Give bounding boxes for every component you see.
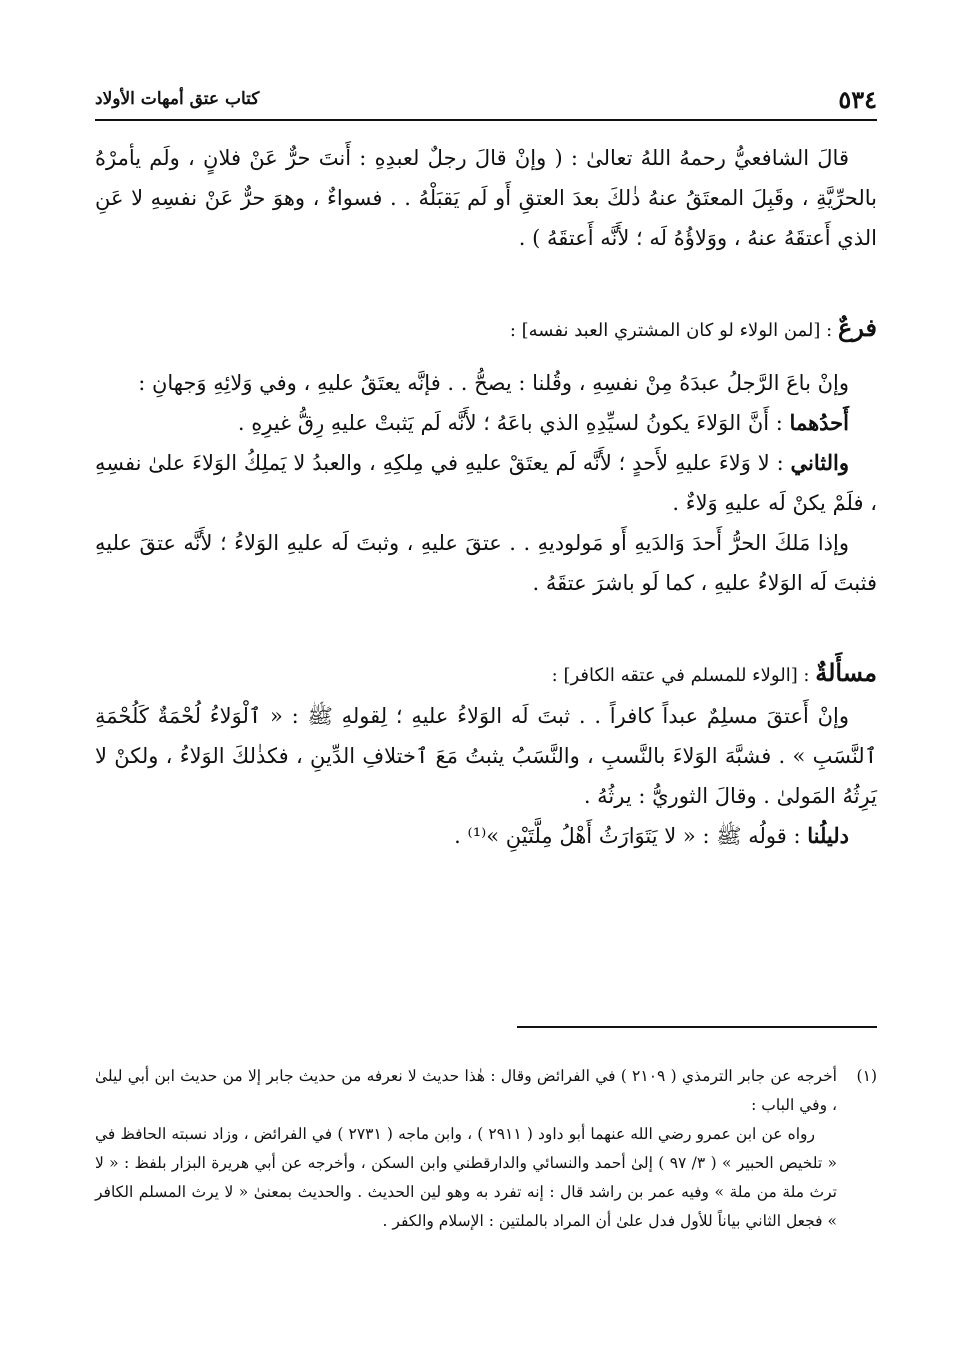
footnote-text-2: رواه عن ابن عمرو رضي الله عنهما أبو داود ( ٢٩١١ ) ، وابن ماجه ( ٢٧٣١ ) في الفرائض ، وزاد نسبته الحافظ في « تلخيص الحبير » ( ٣/ ٩٧ ) إلىٰ أحمد والنسائي والدارقطني وابن السكن ، وأخرجه عن أبي هريرة البزار بلفظ : « لا ترث ملة من ملة » وفيه عمر بن راشد قال : إنه تفرد به وهو لين الحديث . والحديث بمعنىٰ « لا يرث المسلم الكافر » فجعل الثاني بياناً للأول فدل علىٰ أن المراد بالملتين : الإسلام والكفر . [95,1125,837,1230]
evidence-text: : قولُه ﷺ : « لا يَتَوَارَثُ أَهْلُ مِلَّتَيْنِ »⁽¹⁾ . [454,824,808,848]
footnotes [95,1062,877,1236]
paragraph-shafii-quote: قالَ الشافعيُّ رحمهُ اللهُ تعالىٰ : ( وإنْ قالَ رجلٌ لعبدِهِ : أَنتَ حرٌّ عَنْ فلانٍ ، ولَم يأمرْهُ بالحرِّيَّةِ ، وقَبِلَ المعتَقُ عنهُ ذٰلكَ بعدَ العتقِ أَو لَم يَقبَلْهُ . . فسواءٌ ، وهوَ حرٌّ عَنْ نفسِهِ لا عَنِ الذي أَعتقَهُ عنهُ ، ووَلاؤُهُ لَه ؛ لأَنَّه أَعتقَهُ ) . [95,146,877,250]
second-view-text: : لا وَلاءَ عليهِ لأَحدٍ ؛ لأَنَّه لَم يعتَقْ عليهِ في مِلكِهِ ، والعبدُ لا يَملِكُ الوَلاءَ علىٰ نفسِهِ ، فلَمْ يكنْ لَه عليهِ وَلاءٌ . [95,451,877,515]
running-header [95,82,877,116]
section-heading-masala [95,653,877,696]
paragraph-muslim-frees-kafir: وإنْ أَعتقَ مسلِمٌ عبداً كافراً . . ثبتَ لَه الوَلاءُ عليهِ ؛ لِقولهِ ﷺ : « ٱلْوَلاءُ لُحْمَةٌ كَلُحْمَةِ ٱلنَّسَبِ » . فشبَّهَ الوَلاءَ بالنَّسبِ ، والنَّسَبُ يثبتُ مَعَ ٱختلافِ الدِّينِ ، فكذٰلكَ الوَلاءُ ، ولكنْ لا يَرِثُهُ المَولىٰ . وقالَ الثوريُّ : يرثُهُ . [95,704,877,808]
paragraph-first-view [95,403,877,443]
footnote-text-1: أخرجه عن جابر الترمذي ( ٢١٠٩ ) في الفرائض وقال : هٰذا حديث لا نعرفه من حديث جابر إلا من حديث ابن أبي ليلىٰ ، وفي الباب : [95,1067,837,1114]
first-view-text: : أَنَّ الوَلاءَ يكونُ لسيِّدِهِ الذي باعَهُ ؛ لأَنَّه لَم يَثبتْ عليهِ رِقُّ غيرِهِ . [237,411,790,435]
paragraph-evidence [95,816,877,856]
paragraph-second-view [95,443,877,523]
heading-masala-title: : [الولاء للمسلم في عتقه الكافر] : [551,665,816,686]
footnote-marker: (١) [856,1067,877,1085]
main-text [95,138,877,856]
heading-masala-word: مسأَلةٌ [815,658,877,687]
page-number: ٥٣٤ [838,84,877,114]
footnote-1 [95,1062,877,1236]
header-rule [95,119,877,121]
footnote-body [95,1062,837,1236]
first-view-label: أَحدُهما [789,410,849,435]
section-heading-far [95,308,877,351]
footnote-rule [517,1026,877,1028]
book-title: كتاب عتق أمهات الأولاد [95,89,260,109]
second-view-label: والثاني [790,450,849,475]
paragraph-parents-children: وإذا مَلكَ الحرُّ أَحدَ وَالدَيهِ أَو مَولوديهِ . . عتقَ عليهِ ، وثبتَ لَه عليهِ الوَلاءُ ؛ لأَنَّه عتقَ عليهِ فثبتَ لَه الوَلاءُ عليهِ ، كما لَو باشرَ عتقَهُ . [95,531,877,595]
heading-far-word: فرعٌ [837,313,877,342]
heading-far-title: : [لمن الولاء لو كان المشتري العبد نفسه] : [509,320,838,341]
evidence-label: دليلُنا [807,823,849,848]
paragraph-sale-to-self: وإنْ باعَ الرَّجلُ عبدَهُ مِنْ نفسِهِ ، وقُلنا : يصحُّ . . فإنَّه يعتَقُ عليهِ ، وفي وَلائِهِ وَجهانِ : [138,371,849,395]
